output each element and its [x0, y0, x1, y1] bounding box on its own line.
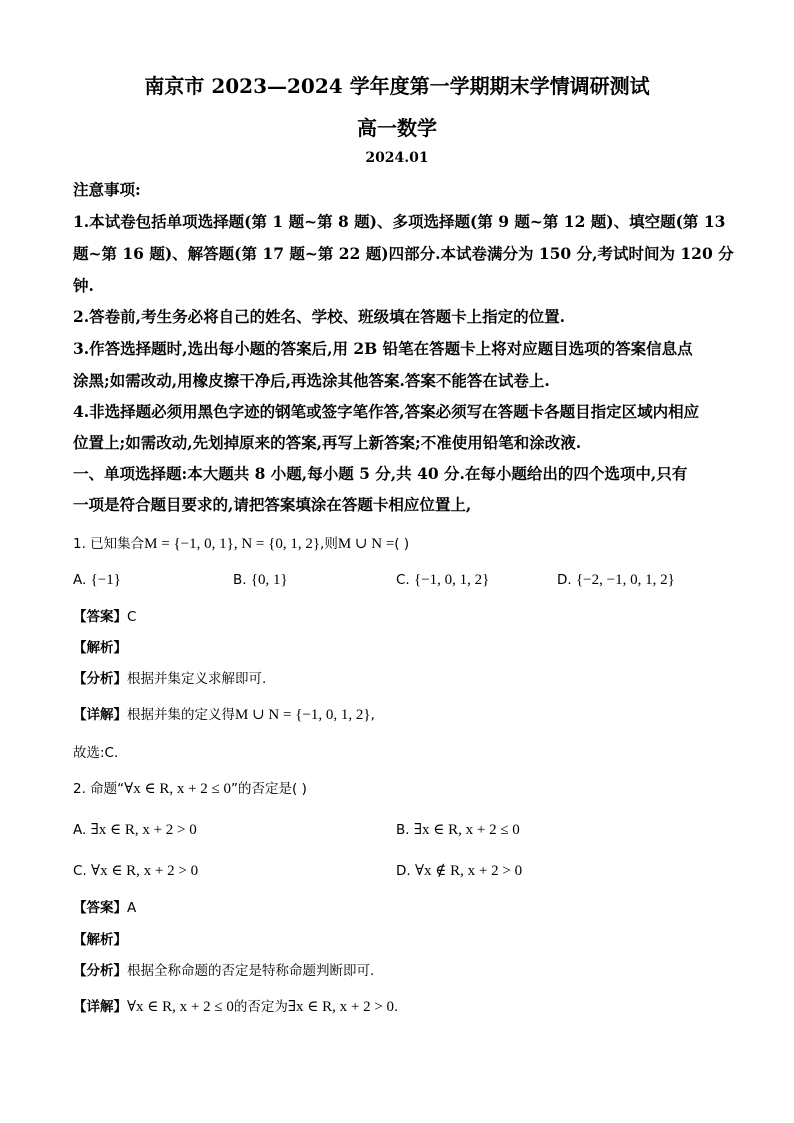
q1-fenxi: 【分析】根据并集定义求解即可.	[73, 671, 267, 687]
q1-option-c: C. {−1, 0, 1, 2}	[396, 572, 490, 588]
notes-line: 4.非选择题必须用黑色字迹的钢笔或签字笔作答,答案必须写在答题卡各题目指定区域内相应	[73, 402, 700, 421]
math-expression: M ∪ N = {−1, 0, 1, 2}	[235, 707, 371, 723]
notes-line: 题~第 16 题)、解答题(第 17 题~第 22 题)四部分.本试卷满分为 150 分,考试时间为 120 分	[73, 244, 734, 263]
notes-line: 钟.	[73, 276, 94, 295]
math-expression: ∃x ∈ R, x + 2 > 0	[287, 999, 395, 1015]
math-expression: ∀x ∈ R, x + 2 ≤ 0	[127, 999, 234, 1015]
section-heading: 一项是符合题目要求的,请把答案填涂在答题卡相应位置上,	[73, 495, 472, 514]
q2-option-c: C. ∀x ∈ R, x + 2 > 0	[73, 863, 199, 879]
notes-line: 1.本试卷包括单项选择题(第 1 题~第 8 题)、多项选择题(第 9 题~第 12 题)、填空题(第 13	[73, 212, 726, 231]
q2-detail: 【详解】∀x ∈ R, x + 2 ≤ 0的否定为∃x ∈ R, x + 2 > 0.	[73, 999, 399, 1015]
notes-line: 位置上;如需改动,先划掉原来的答案,再写上新答案;不准使用铅笔和涂改液.	[73, 433, 582, 452]
q2-answer: 【答案】A	[73, 900, 137, 916]
math-expression: M ∪ N =	[337, 536, 395, 552]
q1-analysis-tag: 【解析】	[73, 640, 127, 656]
q2-fenxi: 【分析】根据全称命题的否定是特称命题判断即可.	[73, 963, 375, 979]
notes-heading: 注意事项:	[73, 180, 141, 199]
math-expression: ∀x ∈ R, x + 2 ≤ 0	[124, 781, 232, 797]
q2-option-a: A. ∃x ∈ R, x + 2 > 0	[73, 822, 197, 838]
question-2-stem: 2. 命题“∀x ∈ R, x + 2 ≤ 0”的否定是( )	[73, 781, 307, 797]
q1-detail: 【详解】根据并集的定义得M ∪ N = {−1, 0, 1, 2},	[73, 707, 375, 723]
exam-subject: 高一数学	[357, 116, 437, 140]
notes-line: 2.答卷前,考生务必将自己的姓名、学校、班级填在答题卡上指定的位置.	[73, 307, 565, 326]
exam-title: 南京市 2023—2024 学年度第一学期期末学情调研测试	[144, 74, 650, 98]
q2-option-b: B. ∃x ∈ R, x + 2 ≤ 0	[396, 822, 520, 838]
q2-analysis-tag: 【解析】	[73, 932, 127, 948]
q1-conclusion: 故选:C.	[73, 745, 119, 761]
q1-option-a: A. {−1}	[73, 572, 121, 588]
question-1-stem: 1. 已知集合M = {−1, 0, 1}, N = {0, 1, 2},则M ∪ N =( )	[73, 536, 410, 552]
q2-option-d: D. ∀x ∉ R, x + 2 > 0	[396, 863, 523, 879]
notes-line: 涂黑;如需改动,用橡皮擦干净后,再选涂其他答案.答案不能答在试卷上.	[73, 371, 550, 390]
notes-line: 3.作答选择题时,选出每小题的答案后,用 2B 铅笔在答题卡上将对应题目选项的答案信息点	[73, 339, 693, 358]
q1-answer: 【答案】C	[73, 609, 137, 625]
exam-date: 2024.01	[365, 150, 429, 166]
q1-option-d: D. {−2, −1, 0, 1, 2}	[557, 572, 675, 588]
section-heading: 一、单项选择题:本大题共 8 小题,每小题 5 分,共 40 分.在每小题给出的四个选项中,只有	[73, 464, 688, 483]
q1-option-b: B. {0, 1}	[233, 572, 288, 588]
math-expression: M = {−1, 0, 1}, N = {0, 1, 2}	[144, 536, 321, 552]
